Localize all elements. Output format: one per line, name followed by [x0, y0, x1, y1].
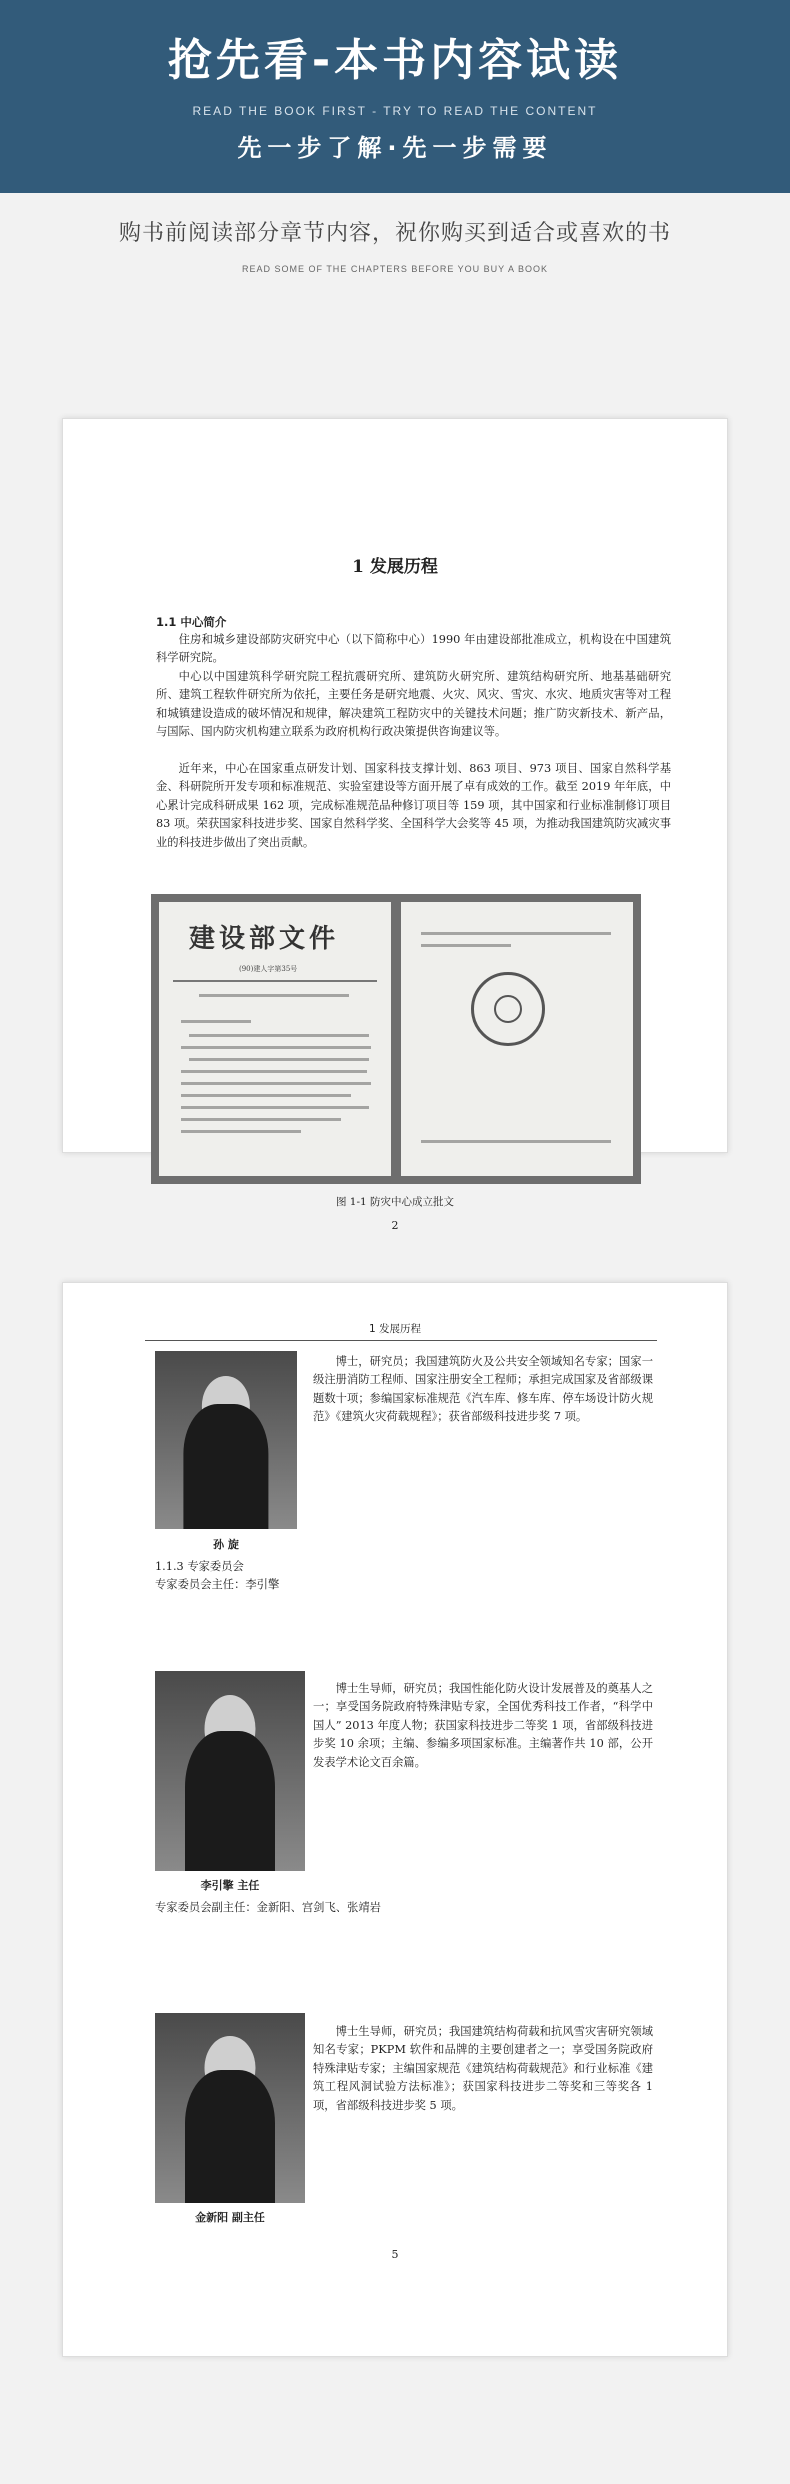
text-line — [181, 1094, 351, 1097]
banner-subtitle-en: READ THE BOOK FIRST - TRY TO READ THE CONTENT — [192, 104, 598, 118]
divider — [173, 980, 377, 982]
text-line — [189, 1058, 369, 1061]
banner-title: 抢先看-本书内容试读 — [167, 35, 623, 86]
text-line — [181, 1046, 371, 1049]
paragraph: 住房和城乡建设部防灾研究中心（以下简称中心）1990 年由建设部批准成立，机构设在中国建筑科学研究院。 — [156, 633, 671, 665]
portrait-caption: 孙 旋 — [213, 1538, 239, 1551]
text-line — [181, 1020, 251, 1023]
document-right-page — [401, 902, 633, 1176]
text-line — [199, 994, 349, 997]
committee-deputies-line: 专家委员会副主任：金新阳、宫剑飞、张靖岩 — [155, 1901, 381, 1914]
text-line — [181, 1082, 371, 1085]
portrait-photo — [155, 1671, 305, 1871]
text-line — [181, 1118, 341, 1121]
committee-head-line: 专家委员会主任：李引擎 — [155, 1578, 280, 1591]
portrait-photo — [155, 2013, 305, 2203]
subsection-title: 1.1.3 专家委员会 — [155, 1560, 244, 1573]
section-title: 1.1 中心简介 — [156, 615, 227, 629]
approval-document-image — [151, 894, 641, 1184]
running-head: 1 发展历程 — [368, 1323, 422, 1335]
page-number: 5 — [391, 2248, 399, 2261]
chapter-title: 1 发展历程 — [352, 557, 438, 577]
text-line — [421, 944, 511, 947]
document-header: 建设部文件 — [189, 924, 340, 954]
document-left-page — [159, 902, 391, 1176]
paragraph: 近年来，中心在国家重点研发计划、国家科技支撑计划、863 项目、973 项目、国家自然科学基金、科研院所开发专项和标准规范、实验室建设等方面开展了卓有成效的工作。截至 2019 年年底，中心累计完成科研成果 162 项，完成标准规范品种修订项目等 159 项，其中国家和行业标准制修订项目 83 项。荣获国家科技进步奖、国家自然科学奖、全国科学大会奖等 45 项，为推动我国建筑防灾减灾事业的科技进步做出了突出贡献。 — [156, 762, 671, 849]
text-line — [181, 1070, 367, 1073]
intro-text-en: READ SOME OF THE CHAPTERS BEFORE YOU BUY A BOOK — [241, 264, 549, 274]
book-page-preview-1 — [62, 418, 728, 1232]
paragraph: 中心以中国建筑科学研究院工程抗震研究所、建筑防火研究所、建筑结构研究所、地基基础研究所、建筑工程软件研究所为依托，主要任务是研究地震、火灾、风灾、雪灾、水灾、地质灾害等对工程和城镇建设造成的破坏情况和规律，解决建筑工程防灾中的关键技术问题；推广防灾新技术、新产品，与国际、国内防灾机构建立联系为政府机构行政决策提供咨询建议等。 — [156, 670, 671, 739]
text-line — [181, 1106, 369, 1109]
portrait-photo — [155, 1351, 297, 1529]
text-line — [421, 1140, 611, 1143]
biography-text: 博士，研究员；我国建筑防火及公共安全领域知名专家；国家一级注册消防工程师、国家注册安全工程师；承担完成国家及省部级课题数十项；参编国家标准规范《汽车库、修车库、停车场设计防火规范》《建筑火灾荷载规程》；获省部级科技进步奖 7 项。 — [313, 1355, 653, 1424]
text-line — [189, 1034, 369, 1037]
header-banner — [0, 0, 790, 193]
biography-text: 博士生导师，研究员；我国性能化防火设计发展普及的奠基人之一；享受国务院政府特殊津贴专家，全国优秀科技工作者，“科学中国人” 2013 年度人物；获国家科技进步二等奖 1 项，省部级科技进步奖 10 余项；主编、参编多项国家标准。主编著作共 10 部，公开发表学术论文百余篇。 — [313, 1682, 653, 1769]
page-number: 2 — [391, 1219, 399, 1232]
text-line — [421, 932, 611, 935]
figure-caption: 图 1-1 防灾中心成立批文 — [335, 1196, 455, 1208]
banner-subtitle-cn: 先一步了解·先一步需要 — [237, 134, 553, 162]
official-seal-icon — [471, 972, 545, 1046]
intro-text-cn: 购书前阅读部分章节内容，祝你购买到适合或喜欢的书 — [118, 221, 671, 246]
divider — [145, 1340, 657, 1341]
portrait-caption: 李引擎 主任 — [200, 1879, 260, 1892]
book-page-preview-2 — [62, 1282, 728, 2357]
text-line — [181, 1130, 301, 1133]
document-number: (90)建人字第35号 — [239, 965, 298, 973]
biography-text: 博士生导师，研究员；我国建筑结构荷载和抗风雪灾害研究领域知名专家；PKPM 软件和品牌的主要创建者之一；享受国务院政府特殊津贴专家；主编国家规范《建筑结构荷载规范》和行业标准《建筑工程风洞试验方法标准》；获国家科技进步二等奖和三等奖各 1 项，省部级科技进步奖 5 项。 — [313, 2025, 653, 2112]
portrait-caption: 金新阳 副主任 — [195, 2211, 265, 2224]
